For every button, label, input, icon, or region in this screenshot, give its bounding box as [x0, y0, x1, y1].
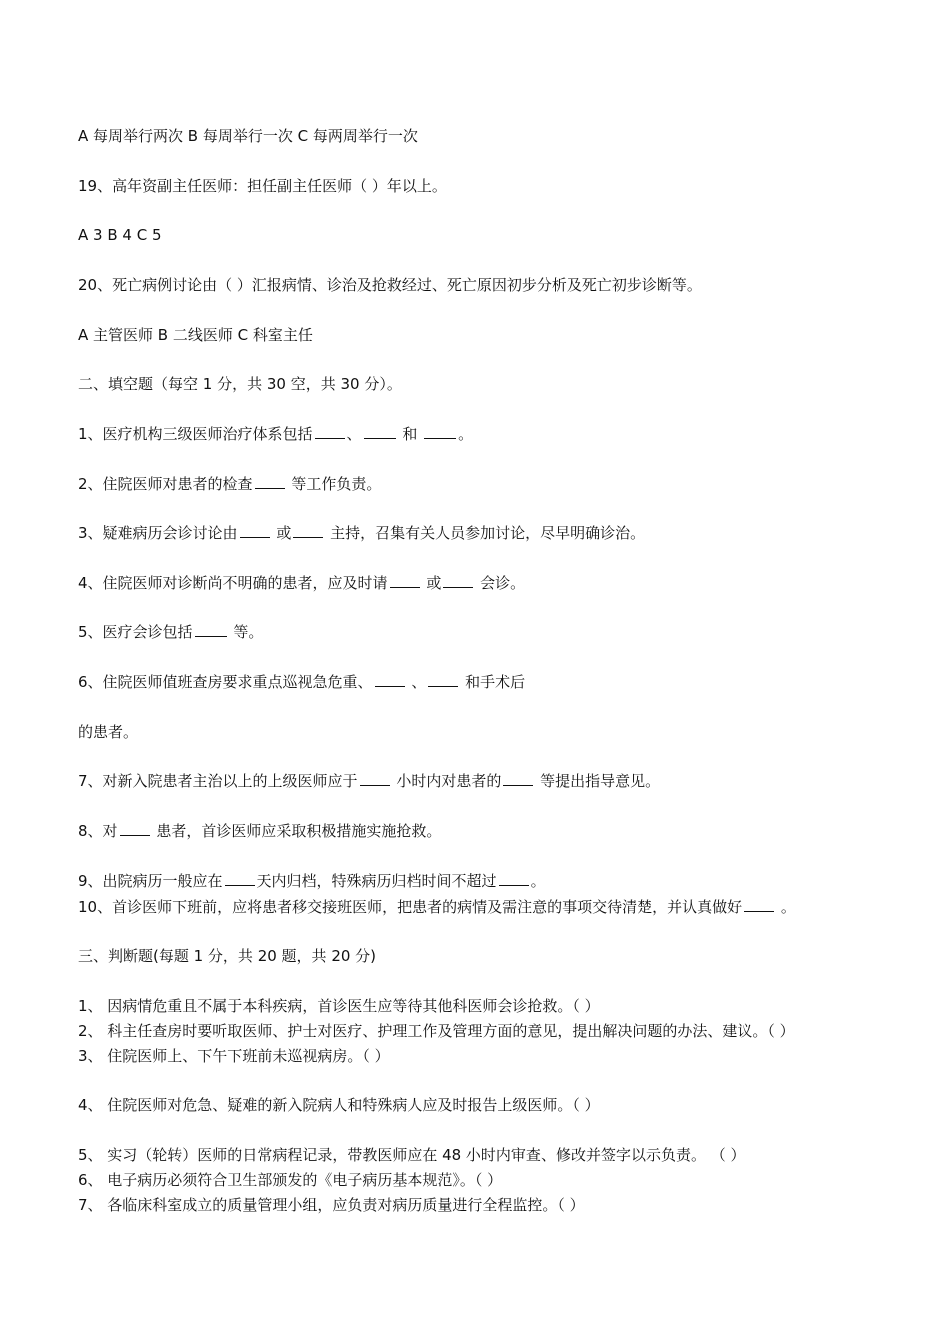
- fill-question-1: 1、医疗机构三级医师治疗体系包括 、 和 。: [78, 425, 474, 443]
- fill-question-8: 8、对 患者，首诊医师应采取积极措施实施抢救。: [78, 822, 442, 840]
- answer-blank[interactable]: [428, 672, 458, 687]
- answer-blank[interactable]: [390, 573, 420, 588]
- section-heading-fill-in: 二、填空题（每空 1 分，共 30 空，共 30 分）。: [78, 375, 402, 393]
- fill-question-7: 7、对新入院患者主治以上的上级医师应于 小时内对患者的 等提出指导意见。: [78, 772, 661, 790]
- answer-blank[interactable]: [744, 897, 774, 912]
- fill-question-9: 9、出院病历一般应在 天内归档，特殊病历归档时间不超过 。: [78, 872, 546, 890]
- fill-question-3: 3、疑难病历会诊讨论由 或 主持，召集有关人员参加讨论，尽早明确诊治。: [78, 524, 646, 542]
- answer-blank[interactable]: [360, 771, 390, 786]
- fill-question-6-continued: 的患者。: [78, 723, 139, 741]
- answer-blank[interactable]: [195, 622, 227, 637]
- tf-question-5: 5、 实习（轮转）医师的日常病程记录，带教医师应在 48 小时内审查、修改并签字以示负责。 （ ）: [78, 1146, 746, 1164]
- answer-blank[interactable]: [424, 424, 456, 439]
- answer-blank[interactable]: [375, 672, 405, 687]
- answer-blank[interactable]: [240, 523, 270, 538]
- tf-question-3: 3、 住院医师上、下午下班前未巡视病房。（ ）: [78, 1047, 390, 1065]
- answer-blank[interactable]: [503, 771, 533, 786]
- tf-question-2: 2、 科主任查房时要听取医师、护士对医疗、护理工作及管理方面的意见，提出解决问题的办法、建议。（ ）: [78, 1022, 795, 1040]
- q20-options: A 主管医师 B 二线医师 C 科室主任: [78, 326, 313, 344]
- tf-question-6: 6、 电子病历必须符合卫生部颁发的《电子病历基本规范》。（ ）: [78, 1171, 503, 1189]
- answer-blank[interactable]: [443, 573, 473, 588]
- answer-blank[interactable]: [499, 871, 529, 886]
- answer-blank[interactable]: [315, 424, 345, 439]
- answer-blank[interactable]: [225, 871, 255, 886]
- fill-question-2: 2、住院医师对患者的检查 等工作负责。: [78, 475, 382, 493]
- answer-blank[interactable]: [120, 821, 150, 836]
- question-19: 19、高年资副主任医师：担任副主任医师（ ）年以上。: [78, 177, 447, 195]
- q19-options: A 3 B 4 C 5: [78, 226, 162, 244]
- section-heading-true-false: 三、判断题(每题 1 分，共 20 题，共 20 分): [78, 947, 377, 965]
- fill-question-6: 6、住院医师值班查房要求重点巡视急危重、 、 和手术后: [78, 673, 526, 691]
- fill-question-5: 5、医疗会诊包括 等。: [78, 623, 264, 641]
- fill-question-10: 10、首诊医师下班前，应将患者移交接班医师，把患者的病情及需注意的事项交待清楚，并认真做好 。: [78, 898, 796, 916]
- tf-question-7: 7、 各临床科室成立的质量管理小组，应负责对病历质量进行全程监控。（ ）: [78, 1196, 585, 1214]
- answer-blank[interactable]: [293, 523, 323, 538]
- question-20: 20、死亡病例讨论由（ ）汇报病情、诊治及抢救经过、死亡原因初步分析及死亡初步诊断等。: [78, 276, 702, 294]
- q18-options: A 每周举行两次 B 每周举行一次 C 每两周举行一次: [78, 127, 418, 145]
- fill-question-4: 4、住院医师对诊断尚不明确的患者，应及时请 或 会诊。: [78, 574, 526, 592]
- answer-blank[interactable]: [255, 474, 285, 489]
- tf-question-4: 4、 住院医师对危急、疑难的新入院病人和特殊病人应及时报告上级医师。（ ）: [78, 1096, 600, 1114]
- answer-blank[interactable]: [364, 424, 396, 439]
- tf-question-1: 1、 因病情危重且不属于本科疾病，首诊医生应等待其他科医师会诊抢救。（ ）: [78, 997, 600, 1015]
